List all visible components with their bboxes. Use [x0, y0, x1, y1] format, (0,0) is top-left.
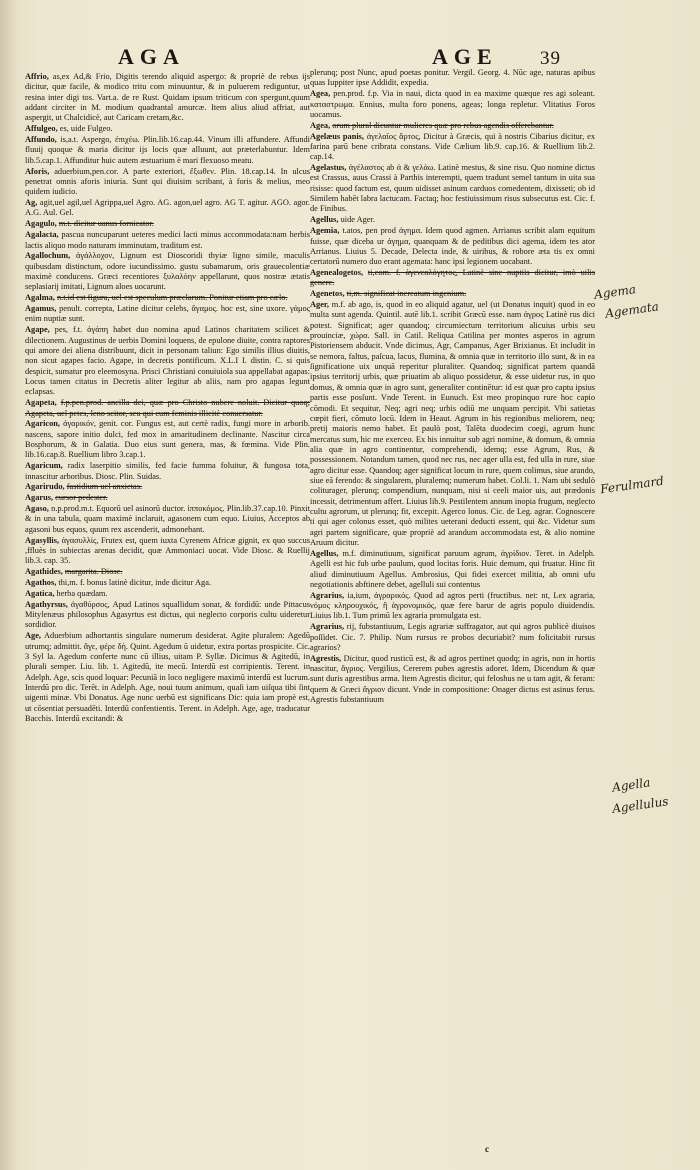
dictionary-entry — [310, 591, 595, 622]
entry-definition: uide Ager. — [340, 215, 375, 225]
entry-definition: is,a.t. Aspergo, ἐπιχέω. Plin.lib.16.cap.44. Vinum illi affundere. Affundi fluuij quoque & maria dicitur ijs locis quæ alluunt, aut præterlabuntur. Idem lib.5.cap.1. Affunditur huic autem æstuarium è mari flexuoso meatu. — [25, 135, 310, 165]
dictionary-entry — [25, 398, 310, 419]
dictionary-entry — [25, 600, 310, 631]
entry-definition: pes, f.t. ἀγάπη habet duo nomina apud Latinos charitatem scilicet & dilectionem. Augustinus de uerbis Domini loquens, de epulone diuite, contra raptores qui amore dei aliena distribuunt, dicit in personam taliun: Ego similis illius diuitis, non sicut agapes facio. Agape, in decretis pontificum. X.L.I I. distin. C. si quis despicit, sumatur pro eleemosyna. Prisci Christiani conuiuiola sua appellabat agapas: Locus tamen citatus in Decretis aliter legitur ab aliis, nam pro agapas legunt eclapsas. — [25, 325, 311, 397]
dictionary-entry — [310, 89, 595, 120]
entry-definition: ἀγελαῖος ἄρτος, Dicitur à Græcis, qui à nostris Cibarius dicitur, ex farina parū bene cribrata constans. Vide Cælium lib.9. cap.16. & Ruellium lib.2. cap.14. — [310, 131, 595, 162]
dictionary-entry — [25, 167, 310, 198]
handwritten-margin-note: Agella — [611, 775, 652, 795]
entry-definition: m.f. diminutiuum, significat paruum agrum, ἀγρίδιον. Teret. in Adelph. Agelli est hic fub urbe paulum, quod locitas foris. Huic demum, qui fruatur. Hinc fit aliud diminutiuum Agellus. Ambrosius, Qui fidei exercet militia, ab omni ufu negotiationis abftinere debet, agelluli sui contentus — [310, 548, 596, 589]
entry-definition: ἀγάλλοχον, Lignum est Dioscoridi thyiæ ligno simile, maculis quibusdam distinctum, odore iucundissimo. gustu subamarum, oris grauecolentiæ maximè conducens. Græci recentiores ξυλαλόην appellarunt, quos nostræ ætatis seplasiarij imitati, Lignum aloes uocarunt. — [25, 251, 310, 292]
dictionary-entry — [25, 293, 310, 303]
entry-headword: Agellus, — [310, 215, 339, 225]
dictionary-entry — [25, 536, 310, 567]
entry-headword: Agrarius, — [310, 590, 345, 600]
entry-definition: pen.prod. f.p. Via in naui, dicta quod in ea maxime quæque res agi soleant. καταστρωμα. Ennius, multa foro ponens, ageas; longa repletur. Vlitatius Foros uocamus. — [310, 89, 595, 119]
entry-headword: Agaricon, — [25, 419, 60, 429]
dictionary-entry — [310, 654, 595, 706]
dictionary-entry — [310, 215, 595, 225]
entry-headword: Affundo, — [25, 135, 57, 145]
entry-definition: penult. correpta, Latine dicitur celebs, ἄγαμος. hoc est, sine uxore. γάμος enim nuptiæ sunt. — [25, 304, 310, 324]
entry-headword: Agaso, — [25, 504, 49, 514]
entry-headword: Agapeta, — [25, 398, 57, 408]
entry-definition: radix laserpitio similis, fed facie fumma foluitur, & fungosa tota, innascitur arboribus. Diosc. Plin. Suidas. — [25, 461, 310, 481]
dictionary-entry — [25, 325, 310, 397]
dictionary-entry — [310, 300, 595, 548]
left-column — [25, 72, 310, 725]
entry-definition: Dicitur, quod rusticū est, & ad agros pertinet quodq; in agris, non in hortis nascitur, ἄγριος. Vergilius, Cererem pubes agrestis adoret. Idem, Dicendum & quæ sunt duris agrestibus arma. Item Agrestis dicitur, qui feloshus ne u tam agit, & feram: quem & Græci ἄγριον dicunt. Vnde in compositione: Onager dictus est asinus ferus. Agrestis fubstantiuum — [310, 653, 595, 705]
entry-definition: ἀγασυλλίς, Frutex est, quem iuxta Cyrenem Africæ gignit, ex quo succus ,ffluès in subiectas arenas decidit, quæ Ammoniaci uocat. Vide Diosc. & Ruellij lib.3. cap. 35. — [25, 535, 310, 566]
entry-definition: f.p.pen.prod. ancilla dei, quæ pro Christo nubere noluit. Dicitur quoq; Agapeta, uel petes, leno scitor, seu qui cum feminis illicitè conuersatur. — [25, 398, 310, 418]
dictionary-entry — [25, 219, 310, 229]
entry-definition: es, uide Fulgeo. — [59, 124, 113, 134]
entry-headword: Agamus, — [25, 304, 57, 314]
dictionary-entry — [25, 631, 310, 724]
dictionary-entry — [25, 419, 310, 460]
entry-headword: Agape, — [25, 325, 50, 335]
dictionary-entry — [310, 163, 595, 215]
dictionary-entry — [310, 289, 595, 299]
entry-definition: agit,uel agil,uel Agrippa,uel Agro. AG. agon,uel agro. AG T. agitur. AGO. agor. A.G. Aul. Gel. — [25, 198, 310, 218]
entry-headword: Agaricum, — [25, 461, 63, 471]
dictionary-entry — [310, 268, 595, 289]
dictionary-entry — [25, 198, 310, 219]
entry-definition: m.f. ab ago, is, quod in eo aliquid agatur, uel (ut Donatus inquit) quod in eo multa sunt agenda. Quintil. autē lib.1. scribit Græcū esse. nam ἀγρος Latinè rus dici potest. Significat; ager quandoq; circumiectum territorium alicuius urbis seu prouinciæ, χώρα. Sall. in Catil. Reliqua Catilina per montes asperos in agrum Pistoriensem abducit. Vnde dicimus, Agr, Campanus, Ager Brixianus. Et includit in se nemora, faltus, paſcua, lacus, flumina, & omnia quæ in territorio illo sunt, & in ea ſignificatione uix unquā reperitur pluraliter. Quandoq; significat partem quandā ipsius territorij urbis, quæ priuatim ab aliquo possidetur, & esse uidetur rus, in quo domus, & omnia quæ in agro sunt, generaliter continētur: id est quæ pro captu ipsius partis esse posſunt. Vnde Terent. in Eunuch. Est meo propinquo rure hoc capio cōmodi. Et sequitur, Neq; agri neq; urbis odiū me unquam percipit. Vbi satietas cœpit fieri, cōmuto locū. Idem in Heaut. Agrum in his regionibus meliorem, neq; pretij maioris nemo habet. Et paulò post, Talēta duodecim coegi, agrum hunc mercatus sum, hic me exerceo. Ex his innuitur sub agri nomine, & domum, & omnia alia quæ in agro continentur, comprehendi, idemq; esse Agrum, Rus, & possessionem. Notandum tamen, quod nec rus, nec ager ulla est, fed ulla in rure, siue agro dicitur esse. Quandoq; ager significat locum in rure, quem colimus, siue arando, siue eā ferendo: & singularem, pluralemq; numerum habet. Col.li. 1. Nam ubi sedulò coliturager, plerunq; compendium, nunquam, nisi si ceeli maior uis, aut prædonis incessit, detrimentum affert. Liuius lib.9. Pestilentem annum inopia frugum, neglecto cultu agrorum, ut plerunq; fit, excepit. Agerco lonus. Cic. de Leg. agrar. Cognoscere ti qui ager colonus esset, quò milites ueterani deducti essent, qui &c. Videtur sum agri partem significare, quæ propriè ad arandum accommodata est, & alio nomine Aruum dicitur. — [310, 300, 595, 547]
dictionary-entry — [25, 461, 310, 482]
entry-definition: herba quædam. — [56, 588, 108, 598]
handwritten-margin-note: Ferulmard — [599, 473, 665, 497]
entry-headword: Agalacta, — [25, 230, 59, 240]
handwritten-margin-note: Agemata — [604, 299, 660, 321]
entry-headword: Agemia, — [310, 226, 340, 236]
entry-definition: as,ex Ad,& Frio, Digitis terendo aliquid aspergo: & propriè de rebus ijs dicitur, quæ facile, & modico tritu com minuuntur, & in puluerem rediguntur, ut resina inter digi tos. Vart.a. de re Rust. Quidam ipsum triticum con spergunt,quum addant circiter in M. modium quadrantal amurcæ. Item alius aliud affriat, aut aspergit, ut Chalcidicè, aut Caricam cretam,&c. — [25, 72, 310, 123]
catchword: c — [485, 1144, 489, 1154]
handwritten-margin-note: Agellulus — [611, 794, 670, 816]
entry-headword: Aforis, — [25, 166, 50, 176]
dictionary-entry — [25, 567, 310, 577]
dictionary-entry — [310, 68, 595, 89]
entry-headword: Age, — [25, 631, 41, 641]
dictionary-entry — [25, 230, 310, 251]
entry-headword: Agrarius, — [310, 622, 345, 632]
entry-definition: pascua nuncuparunt ueteres medici lacti minus accommodata:nam herbis lactis aliquo modo naturam imminutam, traditum est. — [25, 230, 310, 250]
entry-headword: Agarus, — [25, 493, 54, 503]
dictionary-entry — [25, 135, 310, 166]
entry-definition: t.atos, pen prod ἀγημα. Idem quod agmen. Arrianus scribit alam equitum fuisse, quæ diceba ur ἀγημα, quanquam & de peditibus dici agema, idem tes ator Arrianus. Liuius 5. Decade, Delecta inde, & uiribus, & robore æta tis ex omni certatorū numero duo erant agemata: hanc ipsi legionem uocabant. — [310, 226, 595, 267]
entry-headword: Agelastus, — [310, 163, 347, 173]
entry-definition: Aduerbium adhortantis singulare numerum desiderat. Agite pluralem: Agedũ utrumq; admittit. ἄγε, φέρε δὴ. Quint. Agedum ũ uidetur, extra portas prospicite. Cic. 3 Syl la. Agedum conferte nunc cū illius, uitam P. Syllæ. Dicimus & Agitedũ, in plurali semper. Liu. lib. 1. Agitedũ, ite mecū. Interdũ est corripientis. Terent. in Adelph. Age, scis quod loquar: Pecuniā in loco negligere maximũ interdũ est lucrum. Interdũ pro dic. Terēt. in Adelph. Age, noui tuum animum, quaſi iam uiſqua tibi ſint uigenti minæ. Vbi Donatus. Age nunc uerbū est significans Dic: quia iam propè est, ut cōsentiat persuadēti. Interdū confentientis. Terent. in Adelph. Age, age, traducatur Bacchis. Interdū excitandi: & — [25, 631, 310, 723]
entry-definition: rij, fubstantiuum, Legis agrariæ suffragator, aut qui agros publicè diuisos poſſidet. Cic. 7. Philip. Num rursus re probos decuriabit? num folicitabit rursus agrarios? — [310, 622, 595, 652]
handwritten-margin-note: Agema — [593, 282, 637, 302]
entry-headword: Ager, — [310, 300, 329, 310]
entry-headword: Agenetos, — [310, 289, 345, 299]
entry-headword: Agatica, — [25, 588, 55, 598]
dictionary-entry — [310, 549, 595, 590]
entry-headword: Agagulo, — [25, 219, 57, 229]
entry-definition: thi,m. f. bonus latinè dicitur, inde dicitur Aga. — [58, 578, 211, 587]
entry-definition: fastidium uel anxietas. — [66, 482, 143, 492]
entry-definition: margarita. Diosc. — [64, 567, 123, 577]
entry-headword: Ag, — [25, 198, 38, 208]
dictionary-entry — [25, 482, 310, 492]
dictionary-entry — [25, 589, 310, 599]
entry-headword: Agallochum, — [25, 251, 71, 261]
entry-headword: Agathyrsus, — [25, 599, 68, 609]
dictionary-entry — [25, 304, 310, 325]
entry-definition: ἀγαρικόν, genit. cor. Fungus est, aut certè radix, fungi more in arborib. nascens, sapore initio dulci, fed mox in amaritudinem declinante. Nascitur circa Bosphorum, & in Galatia. Duo eius sunt genera, mas, & fœmina. Vide Plin. lib.16.cap.8. Ruellium libro 3.cap.1. — [25, 419, 310, 460]
entry-definition: aduerbium,pen.cor. A parte exteriori, ἔξωθεν. Plin. 18.cap.14. In ulcus penetrat omnis aforis iniuria. Sunt qui diuisim scribant, à foris & melius, meo quidem iudicio. — [25, 166, 310, 197]
entry-definition: orum plural dicuntur mulieres quæ pro rebus agendis offerebantur. — [332, 120, 554, 130]
entry-headword: Affulgeo, — [25, 124, 58, 134]
entry-headword: Agenealogetos, — [310, 268, 364, 278]
dictionary-entry — [25, 251, 310, 292]
running-head-left: AGA — [118, 44, 185, 69]
entry-definition: ti,m. significat increatum ingenium. — [346, 289, 467, 299]
entry-definition: m.t. dicitur uanus fornicator. — [58, 219, 154, 229]
running-head-right: AGE — [432, 44, 498, 69]
entry-definition: n.t.id est figura, uel est speculum præclarum. Ponitur etiam pro cælo. — [57, 293, 288, 303]
entry-headword: Agathos, — [25, 578, 57, 587]
binding-gutter — [0, 0, 18, 1170]
entry-definition: cursor pedester. — [55, 493, 108, 503]
dictionary-entry — [310, 121, 595, 131]
dictionary-entry — [25, 504, 310, 535]
entry-definition: n.p.prod.m.t. Equorū uel asinorū ductor. ἱπποκόμος. Plin.lib.37.cap.10. Pinxit & in una tabula, quam maximè inclaruit, agasonem cum equo. Liuius, Acceptos ab agasoni bus equos, quum rex ascenderit, admonebant. — [25, 504, 311, 534]
entry-definition: ἀγαθύρσος, Apud Latinos squallidum sonat, & fordidū: unde Pittacus Mitylenæus philosophus Agasyrtus est dictus, qui neglecto corporis cultu uideretur sordidior. — [25, 599, 310, 630]
dictionary-entry — [310, 226, 595, 267]
entry-headword: Agarirudo, — [25, 482, 65, 492]
dictionary-entry — [25, 124, 310, 134]
page-number: 39 — [540, 48, 561, 69]
dictionary-entry — [310, 132, 595, 163]
entry-headword: Agathides, — [25, 567, 63, 577]
dictionary-entry — [310, 622, 595, 653]
entry-headword: Agea, — [310, 120, 331, 130]
right-column — [310, 68, 595, 706]
entry-definition: ti,com. f. ἀγενεαλόγητος, Latinè sine nuptiis dicitur, imò uilis genere. — [310, 268, 595, 288]
entry-headword: Agrestis, — [310, 653, 342, 663]
dictionary-entry — [25, 578, 310, 588]
entry-headword: Agelæus panis, — [310, 131, 365, 141]
dictionary-entry — [25, 72, 310, 124]
entry-definition: plerunq; post Nunc, apud poetas ponitur. Vergil. Georg. 4. Nūc age, naturas apibus quas Iuppiter ipse Addidit, expedia. — [310, 68, 595, 88]
entry-headword: Agea, — [310, 89, 331, 99]
entry-definition: ia,ium, ἀγραρικός. Quod ad agros perti (fructibus. net: nt, Lex agraria, νόμος κληρουχικός, ἢ ἀγρονομικός, quæ fere barur de agris populo diuidendis. Liuius lib.1. Tum primū lex agraria promulgata est. — [310, 590, 595, 621]
entry-definition: ἀγέλαστος ab ἀ & γελάω. Latinè mestus, & sine risu. Quo nomine dictus est Crassus, auus Crassi à Parthis interempti, quem tradunt semel tantum in uita sua risisse: quod factum est, quum uidisset asinum carduos comedentem, dixisseti; ob id Similem habēt labra lactucam. Factaq; hoc festiuissimum risus subsecutus est. Cic. f. de Finibus. — [310, 163, 595, 214]
entry-headword: Agasyllis, — [25, 535, 60, 545]
dictionary-entry — [25, 493, 310, 503]
entry-headword: Agalma, — [25, 293, 55, 303]
entry-headword: Affrio, — [25, 72, 49, 81]
entry-headword: Agellus, — [310, 548, 339, 558]
